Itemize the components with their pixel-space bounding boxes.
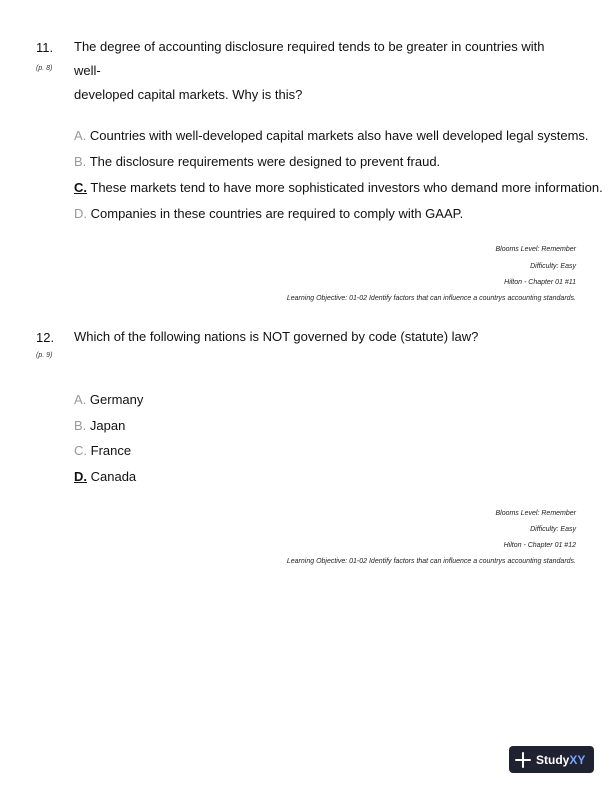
answer-choice-correct[interactable]: [74, 180, 603, 195]
chapter-source: Hilton - Chapter 01 #11: [504, 279, 576, 286]
choice-text: France: [90, 443, 132, 458]
answer-choice[interactable]: [74, 418, 125, 433]
choice-text: These markets tend to have more sophisticated investors who demand more information.: [90, 180, 603, 195]
blooms-level: Blooms Level: Remember: [495, 510, 576, 517]
studyxy-logo: [509, 746, 594, 773]
choice-text: Countries with well-developed capital markets also have well developed legal systems.: [89, 128, 589, 143]
choice-letter: B.: [74, 418, 87, 433]
page-reference: (p. 9): [36, 352, 53, 359]
choice-letter: C.: [74, 443, 87, 458]
choice-letter: C.: [74, 180, 87, 195]
choice-text: The disclosure requirements were designed to prevent fraud.: [89, 154, 441, 169]
blooms-level: Blooms Level: Remember: [495, 246, 576, 253]
choice-letter: A.: [74, 128, 87, 143]
choice-text: Canada: [90, 469, 137, 484]
answer-choice[interactable]: [74, 443, 131, 458]
choice-letter: B.: [74, 154, 87, 169]
learning-objective: Learning Objective: 01-02 Identify factors that can influence a countrys accounting standards.: [286, 295, 576, 302]
chapter-source: Hilton - Chapter 01 #12: [503, 542, 576, 549]
question-text-line: Which of the following nations is NOT governed by code (statute) law?: [74, 329, 479, 344]
choice-letter: D.: [74, 469, 87, 484]
choice-letter: D.: [74, 206, 87, 221]
question-text: [74, 35, 554, 107]
choice-letter: A.: [74, 392, 87, 407]
answer-choice[interactable]: [74, 128, 589, 143]
answer-choice[interactable]: [74, 154, 440, 169]
question-text: [74, 325, 554, 349]
page-reference: (p. 8): [36, 65, 53, 72]
answer-choice[interactable]: [74, 206, 463, 221]
answer-choice[interactable]: [74, 392, 143, 407]
question-text-line: The degree of accounting disclosure required tends to be greater in countries with well-: [74, 39, 545, 78]
difficulty: Difficulty: Easy: [530, 263, 576, 270]
choice-text: Germany: [89, 392, 144, 407]
question-number: 12.: [36, 330, 55, 345]
learning-objective: Learning Objective: 01-02 Identify factors that can influence a countrys accounting standards.: [286, 558, 576, 565]
answer-choice-correct[interactable]: [74, 469, 136, 484]
question-text-line: developed capital markets. Why is this?: [74, 87, 303, 102]
choice-text: Companies in these countries are required to comply with GAAP.: [90, 206, 464, 221]
logo-text: [536, 753, 585, 767]
choice-text: Japan: [89, 418, 126, 433]
difficulty: Difficulty: Easy: [530, 526, 576, 533]
question-number: 11.: [36, 40, 54, 55]
logo-text-accent: XY: [569, 752, 586, 767]
plus-icon: [515, 752, 531, 768]
logo-text-main: Study: [536, 752, 570, 767]
